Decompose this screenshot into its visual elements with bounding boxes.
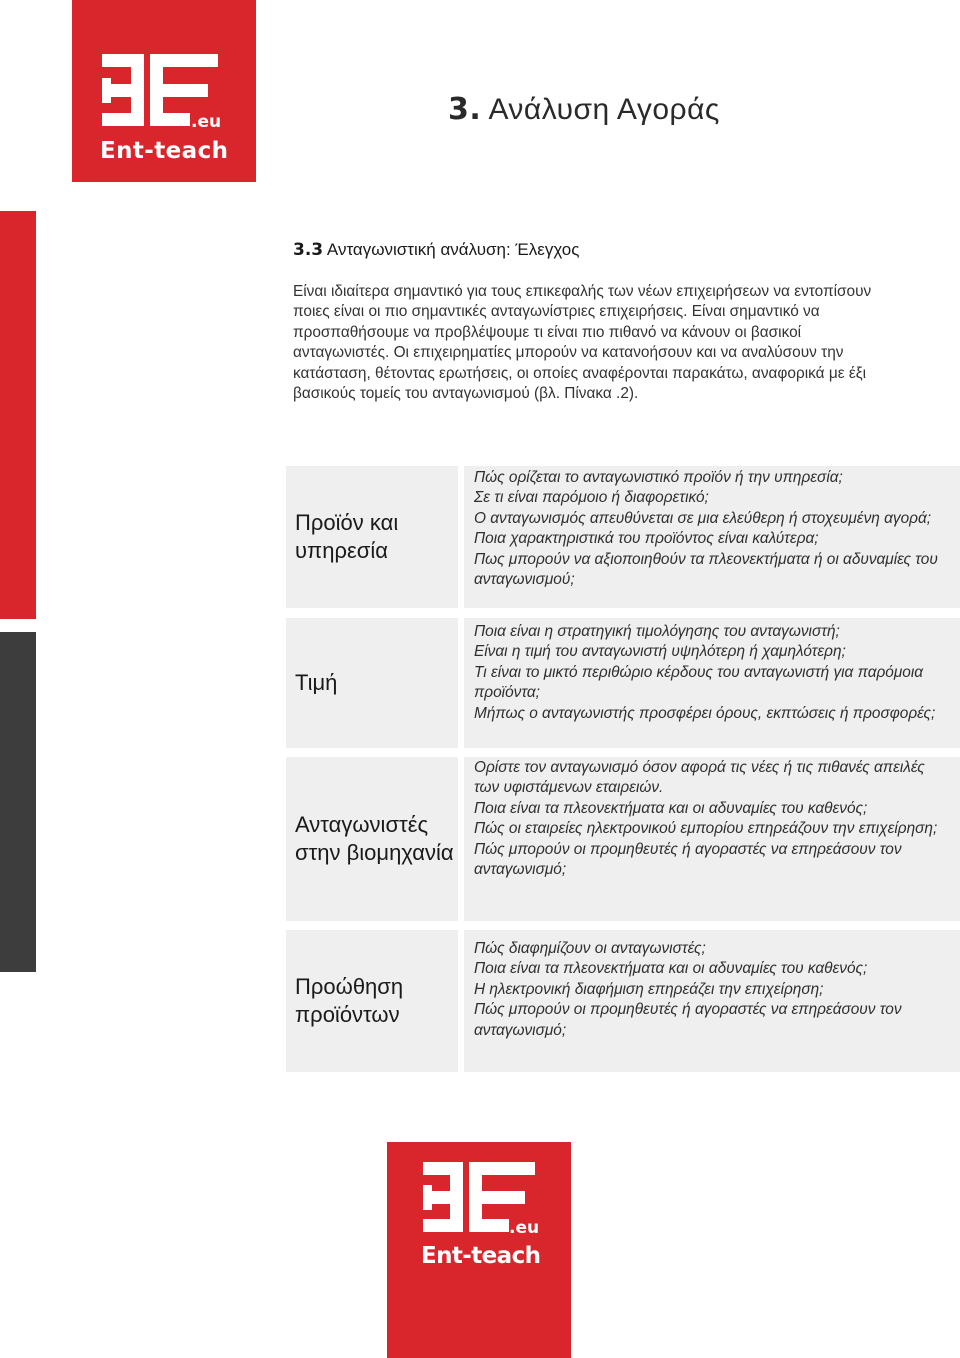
question: Πως μπορούν να αξιοποιηθούν τα πλεονεκτήματα ή οι αδυναμίες του ανταγωνισμού; bbox=[474, 550, 938, 589]
question: Ορίστε τον ανταγωνισμό όσον αφορά τις νέες ή τις πιθανές απειλές των υφιστάμενων εταιρειών. bbox=[474, 759, 925, 797]
topic-row-product bbox=[286, 466, 960, 608]
section-number: 3.3 bbox=[293, 240, 324, 260]
logo-name: Ent-teach bbox=[100, 138, 228, 164]
topic-row-promotion bbox=[286, 930, 960, 1072]
topic-label: Προώθηση προϊόντων bbox=[286, 930, 458, 1072]
ent-teach-logo-graphic bbox=[387, 1142, 571, 1358]
topic-label: Τιμή bbox=[286, 618, 458, 748]
logo-name: Ent-teach bbox=[421, 1243, 541, 1269]
topic-questions bbox=[464, 930, 960, 1072]
logo-suffix: .eu bbox=[191, 112, 222, 132]
ent-teach-logo-graphic bbox=[72, 0, 256, 182]
header-logo bbox=[72, 0, 256, 182]
topic-row-competitors bbox=[286, 757, 960, 921]
intro-paragraph: Είναι ιδιαίτερα σημαντικό για τους επικεφαλής των νέων επιχειρήσεων να εντοπίσουν ποιες είναι οι πιο σημαντικές ανταγωνίστριες επιχειρήσεις. Είναι σημαντικό να προσπαθήσουμε να προβλέψουμε τι είναι πιο πιθανό να κάνουν οι βασικοί ανταγωνιστές. Οι επιχειρηματίες μπορούν να κατανοήσουν και να αναλύσουν την κατάσταση, θέτοντας ερωτήσεις, οι οποίες αναφέρονται παρακάτω, αναφορικά με έξι βασικούς τομείς του ανταγωνισμού (βλ. Πίνακα .2). bbox=[293, 283, 872, 403]
side-accent-bar-red bbox=[0, 211, 36, 619]
chapter-title: Ανάλυση Αγοράς bbox=[488, 93, 720, 126]
question: Πώς μπορούν οι προμηθευτές ή αγοραστές να επηρεάσουν τον ανταγωνισμό; bbox=[474, 840, 902, 879]
topic-questions bbox=[464, 757, 960, 921]
question: Ποια είναι τα πλεονεκτήματα και οι αδυναμίες του καθενός; bbox=[474, 960, 868, 978]
question: Πώς ορίζεται το ανταγωνιστικό προϊόν ή την υπηρεσία; bbox=[474, 469, 843, 486]
question: Σε τι είναι παρόμοιο ή διαφορετικό; bbox=[474, 489, 709, 507]
question: Μήπως ο ανταγωνιστής προσφέρει όρους, εκπτώσεις ή προσφορές; bbox=[474, 704, 936, 722]
page-title bbox=[448, 92, 720, 127]
topic-row-price bbox=[286, 618, 960, 748]
question: Τι είναι το μικτό περιθώριο κέρδους του ανταγωνιστή για παρόμοια προϊόντα; bbox=[474, 663, 924, 702]
topic-questions bbox=[464, 618, 960, 748]
question: Η ηλεκτρονική διαφήμιση επηρεάζει την επιχείρηση; bbox=[474, 980, 824, 998]
footer-logo bbox=[387, 1142, 571, 1358]
question: Είναι η τιμή του ανταγωνιστή υψηλότερη ή χαμηλότερη; bbox=[474, 643, 846, 661]
topic-questions bbox=[464, 466, 960, 608]
topic-label: Ανταγωνιστές στην βιομηχανία bbox=[286, 757, 458, 921]
section-heading bbox=[293, 240, 579, 260]
question: Ο ανταγωνισμός απευθύνεται σε μια ελεύθερη ή στοχευμένη αγορά; bbox=[474, 509, 931, 527]
question: Πώς διαφημίζουν οι ανταγωνιστές; bbox=[474, 940, 706, 957]
side-accent-bar-dark bbox=[0, 632, 36, 972]
section-title: Ανταγωνιστική ανάλυση: Έλεγχος bbox=[326, 240, 580, 259]
question: Πώς μπορούν οι προμηθευτές ή αγοραστές να επηρεάσουν τον ανταγωνισμό; bbox=[474, 1001, 902, 1039]
question: Ποια χαρακτηριστικά του προϊόντος είναι καλύτερα; bbox=[474, 530, 819, 548]
logo-suffix: .eu bbox=[509, 1218, 540, 1238]
question: Ποια είναι η στρατηγική τιμολόγησης του ανταγωνιστή; bbox=[474, 623, 840, 640]
topic-label: Προϊόν και υπηρεσία bbox=[286, 466, 458, 608]
question: Πώς οι εταιρείες ηλεκτρονικού εμπορίου επηρεάζουν την επιχείρηση; bbox=[474, 820, 938, 838]
question: Ποια είναι τα πλεονεκτήματα και οι αδυναμίες του καθενός; bbox=[474, 799, 868, 817]
chapter-number: 3. bbox=[448, 92, 482, 127]
